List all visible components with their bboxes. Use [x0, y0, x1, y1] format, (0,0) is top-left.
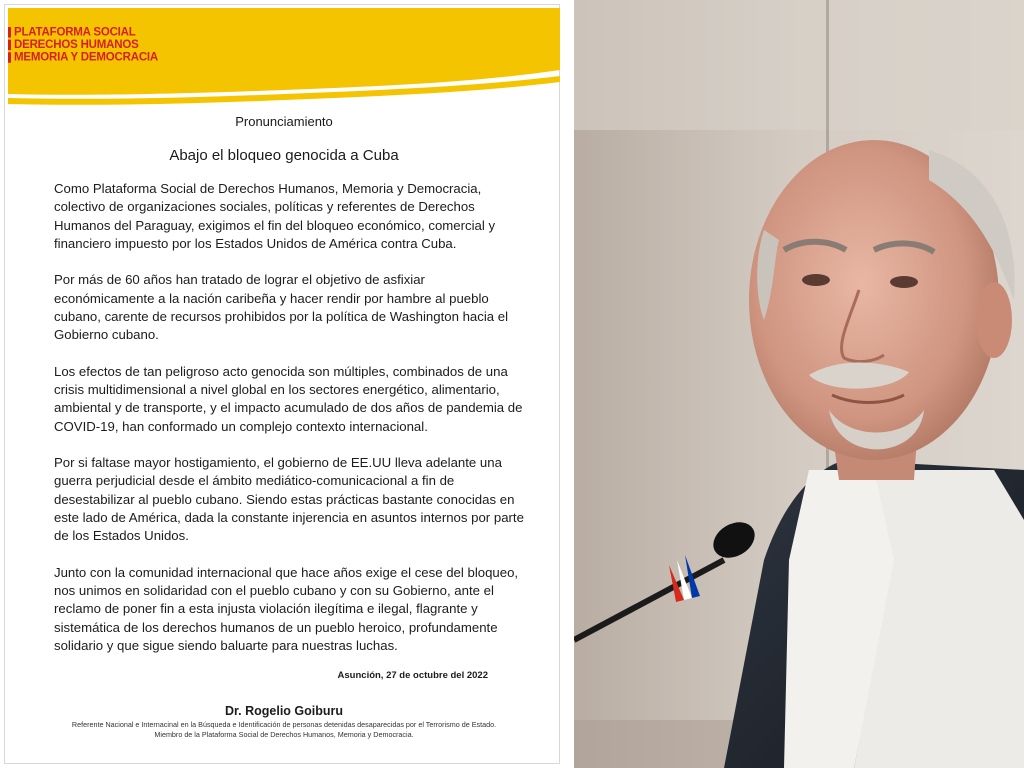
panel-divider [564, 0, 574, 768]
document-body [54, 180, 524, 655]
signature-role-line-2: Miembro de la Plataforma Social de Derechos Humanos, Memoria y Democracia. [154, 730, 414, 739]
paragraph: Los efectos de tan peligroso acto genocida son múltiples, combinados de una crisis multidimensional a nivel global en los sectores energético, alimentario, ambiental y de transporte, y el impacto acumulado de dos años de pandemia de COVID-19, han conformado un complejo contexto internacional. [54, 363, 523, 434]
logo-line-2: DERECHOS HUMANOS [14, 38, 139, 52]
signature-role-line-1: Referente Nacional e Internacinal en la Búsqueda e Identificación de personas detenidas desaparecidas por el Terrorismo de Estado. [71, 720, 497, 729]
document-title: Abajo el bloqueo genocida a Cuba [169, 147, 399, 164]
signature-name: Dr. Rogelio Goiburu [224, 704, 344, 718]
speaker-photo [574, 0, 1024, 768]
organization-logo [8, 26, 158, 64]
paragraph: Por más de 60 años han tratado de lograr el objetivo de asfixiar económicamente a la nación caribeña y hacer rendir por hambre al pueblo cubano, carente de recursos prohibidos por la política de Washington hacia el Gobierno cubano. [54, 272, 509, 343]
paragraph: Junto con la comunidad internacional que hace años exige el cese del bloqueo, nos unimos en solidaridad con el pueblo cubano y con su Gobierno, ante el reclamo de poner fin a esta injusta violación ilegítima e ilegal, flagrante y sistemática de los derechos humanos de un pueblo heroico, profundamente solidario y que sigue siendo baluarte para nuestras luchas. [54, 564, 519, 653]
logo-line-3: MEMORIA Y DEMOCRACIA [14, 51, 159, 64]
signature-role [8, 720, 560, 740]
paragraph: Por si faltase mayor hostigamiento, el gobierno de EE.UU lleva adelante una guerra perjudicial desde el ámbito mediático-comunicacional a fin de desestabilizar al pueblo cubano. Siendo estas prácticas bastante conocidas en este lado de América, dada la constante injerencia en asuntos internos por parte de los Estados Unidos. [54, 455, 524, 544]
logo-line-1: PLATAFORMA SOCIAL [14, 26, 136, 39]
document-date: Asunción, 27 de octubre del 2022 [337, 670, 488, 681]
paragraph: Como Plataforma Social de Derechos Humanos, Memoria y Democracia, colectivo de organizaciones sociales, políticas y referentes de Derechos Humanos del Paraguay, exigimos el fin del bloqueo económico, comercial y financiero impuesto por los Estados Unidos de América contra Cuba. [54, 181, 496, 251]
document-kicker: Pronunciamiento [235, 114, 333, 129]
